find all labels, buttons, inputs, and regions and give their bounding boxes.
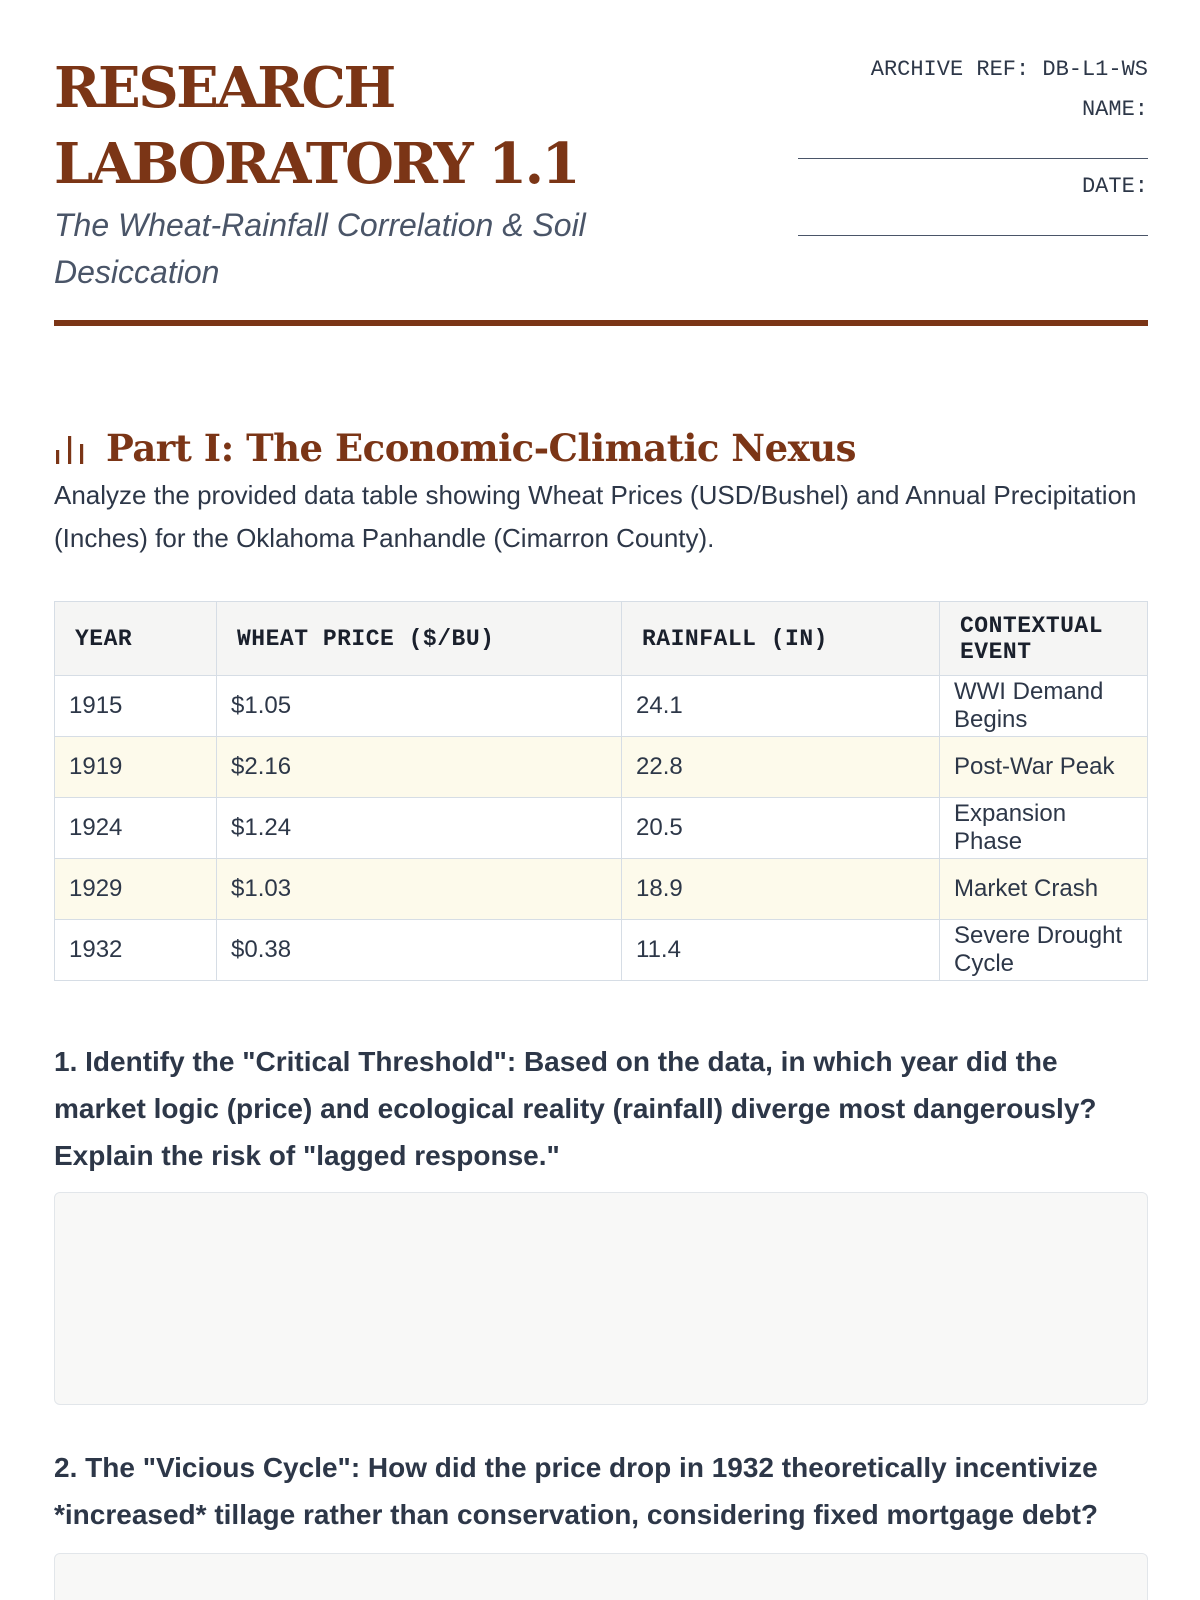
section-title-text: Part I: The Economic-Climatic Nexus xyxy=(106,425,856,470)
column-header-event: CONTEXTUAL EVENT xyxy=(940,602,1148,676)
cell-price: $0.38 xyxy=(217,920,622,981)
section-intro: Analyze the provided data table showing Wheat Prices (USD/Bushel) and Annual Precipitation (Inches) for the Oklahoma Panhandle (Cimarron County). xyxy=(54,480,1137,553)
question-1: 1. Identify the "Critical Threshold": Based on the data, in which year did the market logic (price) and ecological reality (rainfall) diverge most dangerously? Explain the risk of "lagged response." xyxy=(54,1046,1097,1171)
cell-event: Severe Drought Cycle xyxy=(940,920,1148,981)
cell-year: 1919 xyxy=(55,737,217,798)
archive-ref: ARCHIVE REF: DB-L1-WS xyxy=(870,57,1148,82)
cell-rainfall: 24.1 xyxy=(622,676,940,737)
cell-year: 1929 xyxy=(55,859,217,920)
cell-year: 1932 xyxy=(55,920,217,981)
question-2: 2. The "Vicious Cycle": How did the price drop in 1932 theoretically incentivize *increased* tillage rather than conservation, considering fixed mortgage debt? xyxy=(54,1452,1099,1530)
column-header-rainfall: RAINFALL (IN) xyxy=(622,602,940,676)
bar-chart-icon xyxy=(54,430,88,466)
table-row xyxy=(55,676,1148,737)
worksheet-header xyxy=(54,0,1148,330)
table-row xyxy=(55,859,1148,920)
cell-rainfall: 18.9 xyxy=(622,859,940,920)
worksheet-page xyxy=(54,0,1148,1530)
page-subtitle: The Wheat-Rainfall Correlation & Soil Desiccation xyxy=(54,207,586,290)
data-table xyxy=(54,601,1148,981)
cell-event: Post-War Peak xyxy=(940,737,1148,798)
cell-event: Expansion Phase xyxy=(940,798,1148,859)
cell-price: $1.05 xyxy=(217,676,622,737)
header-divider xyxy=(54,320,1148,326)
cell-event: Market Crash xyxy=(940,859,1148,920)
table-row xyxy=(55,798,1148,859)
answer-box-1[interactable] xyxy=(54,1192,1148,1405)
cell-year: 1915 xyxy=(55,676,217,737)
table-header-row xyxy=(55,602,1148,676)
cell-rainfall: 22.8 xyxy=(622,737,940,798)
cell-price: $1.03 xyxy=(217,859,622,920)
section-title xyxy=(54,426,856,470)
cell-year: 1924 xyxy=(55,798,217,859)
table-row xyxy=(55,737,1148,798)
name-label: NAME: xyxy=(1081,97,1148,122)
cell-rainfall: 11.4 xyxy=(622,920,940,981)
table-row xyxy=(55,920,1148,981)
archive-meta xyxy=(798,54,1148,248)
cell-rainfall: 20.5 xyxy=(622,798,940,859)
cell-event: WWI Demand Begins xyxy=(940,676,1148,737)
cell-price: $2.16 xyxy=(217,737,622,798)
title-block xyxy=(54,50,774,296)
date-field[interactable] xyxy=(798,211,1148,236)
page-title: RESEARCH LABORATORY 1.1 xyxy=(54,55,579,197)
date-label: DATE: xyxy=(1081,174,1148,199)
column-header-year: YEAR xyxy=(55,602,217,676)
answer-box-2[interactable] xyxy=(54,1553,1148,1600)
name-field[interactable] xyxy=(798,134,1148,159)
column-header-price: WHEAT PRICE ($/BU) xyxy=(217,602,622,676)
cell-price: $1.24 xyxy=(217,798,622,859)
